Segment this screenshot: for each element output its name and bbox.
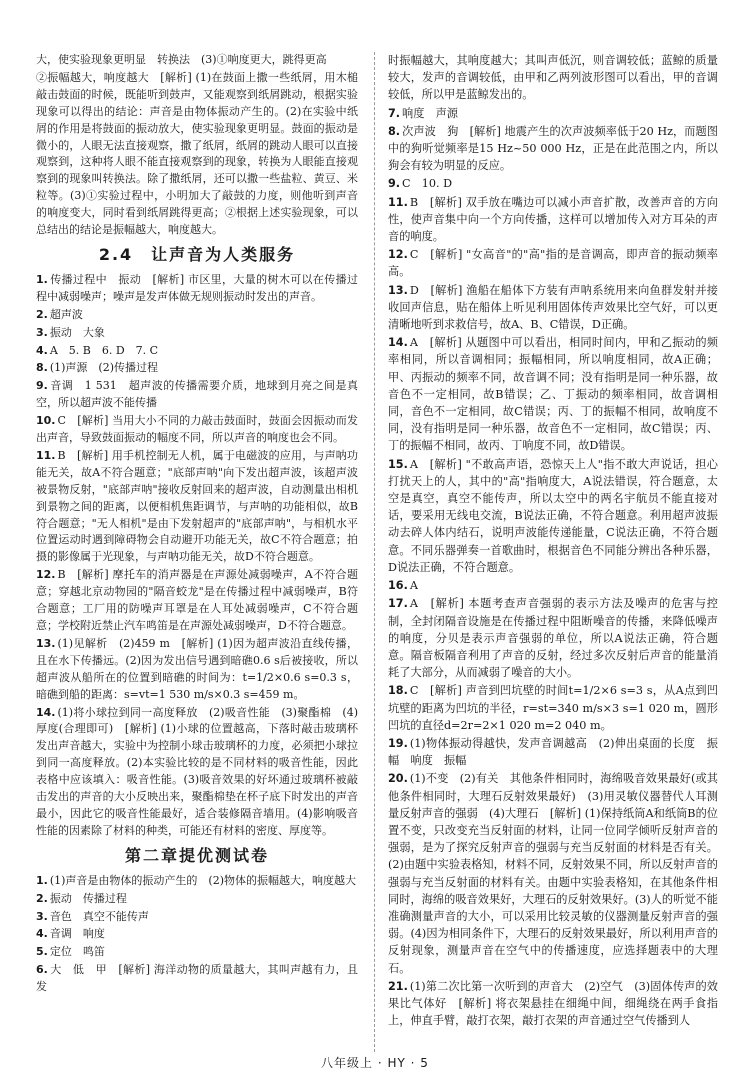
- answer-item: [388, 123, 718, 175]
- answer-text: C [解析] 当用大小不同的力敲击鼓面时，鼓面会因振动而发出声音，导致鼓面振动的幅度不同，所以声音的响度也会不同。: [36, 414, 358, 445]
- answer-item: [388, 682, 718, 734]
- answer-item: [36, 307, 358, 324]
- answer-number: 5.: [36, 945, 48, 959]
- answer-text: (1)将小球拉到同一高度释放 (2)吸音性能 (3)聚酯棉 (4)厚度(合理即可) [解析] (1)小球的位置越高，下落时敲击玻璃杯发出声音越大，实验中为控制小球击玻璃杯的力度，必须把小球拉到同一高度释放。(2)本实验比较的是不同材料的吸音性能，因此表格中应该填入：吸音性能。(3)吸音效果的好坏通过玻璃杯被敲击发出的声音的大小反映出来，聚酯棉垫在杯子底下时发出的声音最小，因此它的吸音性能最好，适合装修隔音墙用。(4)影响吸音性能的因素除了材料的种类，可能还有材料的密度、厚度等。: [36, 705, 358, 837]
- answer-number: 2.: [36, 891, 48, 905]
- answer-item: [36, 636, 358, 704]
- answer-text: A [解析] 从题图中可以看出，相同时间内，甲和乙振动的频率相同，所以音调相同；振幅相同，所以响度相同，故A正确；甲、丙振动的频率不同，故音调不同；没有指明是同一种乐器，故音色不一定相同，故B错误；乙、丁振动的频率相同，故音调相同，音色不一定相同，故C错误；丙、丁的振幅不相同，故响度不同，没有指明是同一种乐器，故音色不一定相同，故C错误；丙、丁的振幅不相同，故丙、丁响度不同，故D错误。: [388, 336, 718, 453]
- answer-item: [36, 873, 358, 890]
- answer-text: C 10. D: [402, 177, 453, 191]
- intro-paragraph: 大，使实验现象更明显 转换法 (3)①响度更大，跳得更高: [36, 53, 327, 66]
- answer-number: 20.: [388, 772, 408, 786]
- answer-text: 超声波: [49, 307, 83, 321]
- answer-item: [36, 567, 358, 635]
- answer-text: C [解析] 声音到凹坑壁的时间t=1/2×6 s=3 s，从A点到凹坑壁的距离为凹坑的半径，r=st=340 m/s×3 s=1 020 m，圆形凹坑的直径d=2r=2×1 020 m=2 040 m。: [388, 684, 718, 732]
- chapter-title: 第二章提优测试卷: [124, 845, 269, 865]
- answer-number: 8.: [388, 124, 401, 138]
- answer-number: 4.: [36, 343, 48, 357]
- answer-number: 9.: [388, 177, 401, 191]
- answer-item: [388, 334, 718, 454]
- column-divider: [374, 52, 375, 1052]
- answer-number: 6.: [36, 963, 48, 977]
- intro-block: [36, 52, 358, 239]
- answer-item: [36, 909, 358, 926]
- answer-text: 音调 响度: [49, 927, 105, 941]
- answer-text: (1)不变 (2)有关 其他条件相同时，海绵吸音效果最好(或其他条件相同时，大理石反射效果最好) (3)用灵敏仪器替代人耳测量反射声音的强弱 (4)大理石 [解析] (1)保持纸筒A和纸筒B的位置不变，只改变充当反射面的材料，让同一位同学倾听反射声音的强弱，是为了探究反射声音的强弱与充当反射面的材料是否有关。(2)由题中实验表格知，材料不同，反射效果不同，所以反射声音的强弱与充当反射面的材料有关。由题中实验表格知，在其他条件相同时，海绵的吸音效果好，大理石的反射效果好。(3)人的听觉不能准确测量声音的大小，可以采用比较灵敏的仪器测量反射声音的强弱。(4)因为相同条件下，大理石的反射效果最好，所以利用声音的反射现象，测量声音在空气中的传播速度，应选择题表中的大理石。: [388, 772, 718, 975]
- answer-number: 1.: [36, 873, 48, 887]
- answer-item: [36, 413, 358, 447]
- answer-text: (1)声音是由物体的振动产生的 (2)物体的振幅越大，响度越大: [49, 873, 357, 887]
- answer-item: [388, 52, 718, 104]
- answer-text: B [解析] 用手机控制无人机，属于电磁波的应用，与声呐功能无关，故A不符合题意；"底部声呐"向下发出超声波，该超声波被景物反射，"底部声呐"接收反射回来的超声波，自动测量出相机到景物之间的距离，以便相机焦距调节，与声呐的功能相似，故B符合题意；"无人相机"是由下发射超声的"底部声呐"，与相机水平位置运动时遇到障碍物会自动避开功能无关，故C不符合题意；拍摄的影像属于光现象，与声呐功能无关，故D不符合题意。: [36, 448, 358, 564]
- answer-number: 12.: [36, 568, 56, 582]
- answer-item: [388, 735, 718, 769]
- answer-number: 14.: [36, 705, 56, 719]
- answer-text: D [解析] 渔船在船体下方装有声呐系统用来向鱼群发射并接收回声信息，贴在船体上听见利用固体传声效果比空气好，可以更清晰地听到求救信号，故A、B、C错误，D正确。: [388, 283, 718, 332]
- answer-item: [388, 105, 718, 122]
- answer-item: [388, 194, 718, 246]
- answer-item: [388, 577, 718, 594]
- answer-number: 17.: [388, 597, 408, 611]
- answer-item: [36, 325, 358, 342]
- answer-text: 响度 声源: [402, 106, 458, 120]
- answer-text: 振动 大象: [49, 325, 105, 339]
- answer-number: 7.: [388, 106, 401, 120]
- answer-item: [388, 456, 718, 576]
- answer-item: [36, 360, 358, 377]
- answer-item: [388, 175, 718, 192]
- answer-item: [36, 926, 358, 943]
- answer-number: 3.: [36, 909, 48, 923]
- answer-item: [36, 944, 358, 961]
- answer-text: A [解析] "不敢高声语，恐惊天上人"指不敢大声说话，担心打扰天上的人，其中的"高"指响度大，A说法错误，符合题意，太空是真空，真空不能传声，所以太空中的两名宇航员不能直接对话，要采用无线电交流，B说法正确，不符合题意。利用超声波振动去碎人体内结石，说明声波能传递能量，C说法正确，不符合题意。不同乐器弹奏一首歌曲时，根据音色不同能分辨出各种乐器，D说法正确，不符合题意。: [388, 457, 718, 574]
- answer-item: [36, 448, 358, 566]
- answer-number: 19.: [388, 736, 408, 750]
- answer-text: (1)见解析 (2)459 m [解析] (1)因为超声波沿直线传播，且在水下传播远。(2)因为发出信号遇到暗礁0.6 s后被接收，所以超声波从船所在的位置到暗礁的时间为：t=1/2×0.6 s=0.3 s，暗礁到船的距离：s=vt=1 530 m/s×0.3 s=459 m。: [36, 636, 358, 701]
- answer-text: A: [409, 579, 418, 593]
- answer-text: (1)第二次比第一次听到的声音大 (2)空气 (3)固体传声的效果比气体好 [解析] 将衣架悬挂在细绳中间，细绳绕在两手食指上，伸直手臂，敲打衣架，敲打衣架的声音通过空气传播到人: [388, 979, 718, 1028]
- answer-item: [388, 595, 718, 681]
- page-footer: 八年级上 · HY · 5: [321, 1056, 429, 1070]
- answer-item: [388, 246, 718, 280]
- left-column: [36, 52, 358, 997]
- answer-number: 21.: [388, 979, 408, 993]
- answer-item: [36, 705, 358, 840]
- answer-text: B [解析] 双手放在嘴边可以减小声音扩散，改善声音的方向性，使声音集中向一个方向传播，这样可以增加传入对方耳朵的声音的响度。: [388, 195, 718, 244]
- answer-number: 12.: [388, 248, 408, 262]
- answer-text: A [解析] 本题考查声音强弱的表示方法及噪声的危害与控制，全封闭隔音设施是在传播过程中阻断噪音的传播，来降低噪声的响度，分贝是表示声音强弱的单位，所以A说法正确，符合题意。隔音板隔音利用了声音的反射，经过多次反射后声音的能量消耗了大部分，从而减弱了噪音的大小。: [388, 597, 718, 680]
- answer-item: [388, 282, 718, 334]
- intro-paragraph: ②振幅越大，响度越大 [解析] (1)在鼓面上撒一些纸屑，用木槌敲击鼓面的时候，既能听到鼓声，又能观察到纸屑跳动，根据实验现象可以得出的结论：声音是由物体振动产生的。(2)在实验中纸屑的作用是将鼓面的振动放大，使实验现象更明显。鼓面的振动是微小的，人眼无法直接观察，撒了纸屑，纸屑的跳动人眼可以直接观察到，这种将人眼不能直接观察到的现象，转换为人眼能直接观察到的现象叫转换法。除了撒纸屑，还可以撒一些盐粒、黄豆、米粒等。(3)①实验过程中，小明加大了敲鼓的力度，则他听到声音的响度变大，同时看到纸屑跳得更高；②根据上述实验现象，可以总结出的结论是振幅越大，响度越大。: [36, 70, 358, 237]
- answer-number: 1.: [36, 272, 48, 286]
- answer-number: 14.: [388, 336, 408, 350]
- section-title: 2.4 让声音为人类服务: [98, 244, 296, 264]
- answer-text: (1)物体振动得越快，发声音调越高 (2)伸出桌面的长度 振幅 响度 振幅: [388, 736, 718, 768]
- answer-number: 3.: [36, 325, 48, 339]
- answer-number: 18.: [388, 684, 408, 698]
- answer-item: [36, 378, 358, 412]
- answer-text: B [解析] 摩托车的消声器是在声源处减弱噪声，A不符合题意；穿越北京动物园的"隔音蛟龙"是在传播过程中减弱噪声，B符合题意；工厂用的防噪声耳罩是在人耳处减弱噪声，C不符合题意；学校附近禁止汽车鸣笛是在声源处减弱噪声，D不符合题意。: [36, 568, 358, 632]
- answer-number: 2.: [36, 307, 48, 321]
- answer-text: 大 低 甲 [解析] 海洋动物的质量越大，其叫声越有力，且发: [36, 963, 358, 994]
- answer-text: 音调 1 531 超声波的传播需要介质，地球到月亮之间是真空，所以超声波不能传播: [36, 379, 358, 410]
- answer-item: [36, 891, 358, 908]
- answer-text: C [解析] "女高音"的"高"指的是音调高，即声音的振动频率高。: [388, 248, 718, 279]
- answer-text: 传播过程中 振动 [解析] 市区里，大量的树木可以在传播过程中减弱噪声；噪声是发声体做无规则振动时发出的声音。: [36, 272, 358, 303]
- answer-number: 13.: [36, 636, 56, 650]
- answer-text: A 5. B 6. D 7. C: [49, 343, 159, 357]
- answer-list: [388, 52, 718, 1029]
- answer-number: 13.: [388, 283, 408, 297]
- answer-item: [36, 272, 358, 306]
- answer-item: [388, 978, 718, 1030]
- answer-item: [388, 770, 718, 976]
- answer-number: 8.: [36, 361, 48, 375]
- answer-number: 16.: [388, 579, 408, 593]
- answer-number: 9.: [36, 379, 48, 393]
- answer-number: 11.: [388, 195, 408, 209]
- answer-text: (1)声源 (2)传播过程: [49, 361, 159, 375]
- answer-text: 次声波 狗 [解析] 地震产生的次声波频率低于20 Hz，而题图中的狗听觉频率是15 Hz~50 000 Hz，正是在此范围之内，所以狗会有较为明显的反应。: [388, 124, 718, 173]
- answer-text: 时振幅越大，其响度越大；其叫声低沉，则音调较低；蓝鲸的质量较大，发声的音调较低，由甲和乙两列波形图可以看出，甲的音调较低，所以甲是蓝鲸发出的。: [388, 54, 718, 102]
- answer-number: 10.: [36, 414, 56, 428]
- answer-text: 音色 真空不能传声: [49, 909, 149, 923]
- chapter-answer-list: [36, 873, 358, 996]
- answer-number: 15.: [388, 457, 408, 471]
- answer-item: [36, 343, 358, 360]
- right-column: [388, 52, 718, 1030]
- answer-text: 振动 传播过程: [49, 891, 127, 905]
- answer-text: 定位 鸣笛: [49, 945, 105, 959]
- answer-list: [36, 272, 358, 840]
- answer-number: 4.: [36, 927, 48, 941]
- answer-item: [36, 962, 358, 996]
- answer-number: 11.: [36, 448, 56, 462]
